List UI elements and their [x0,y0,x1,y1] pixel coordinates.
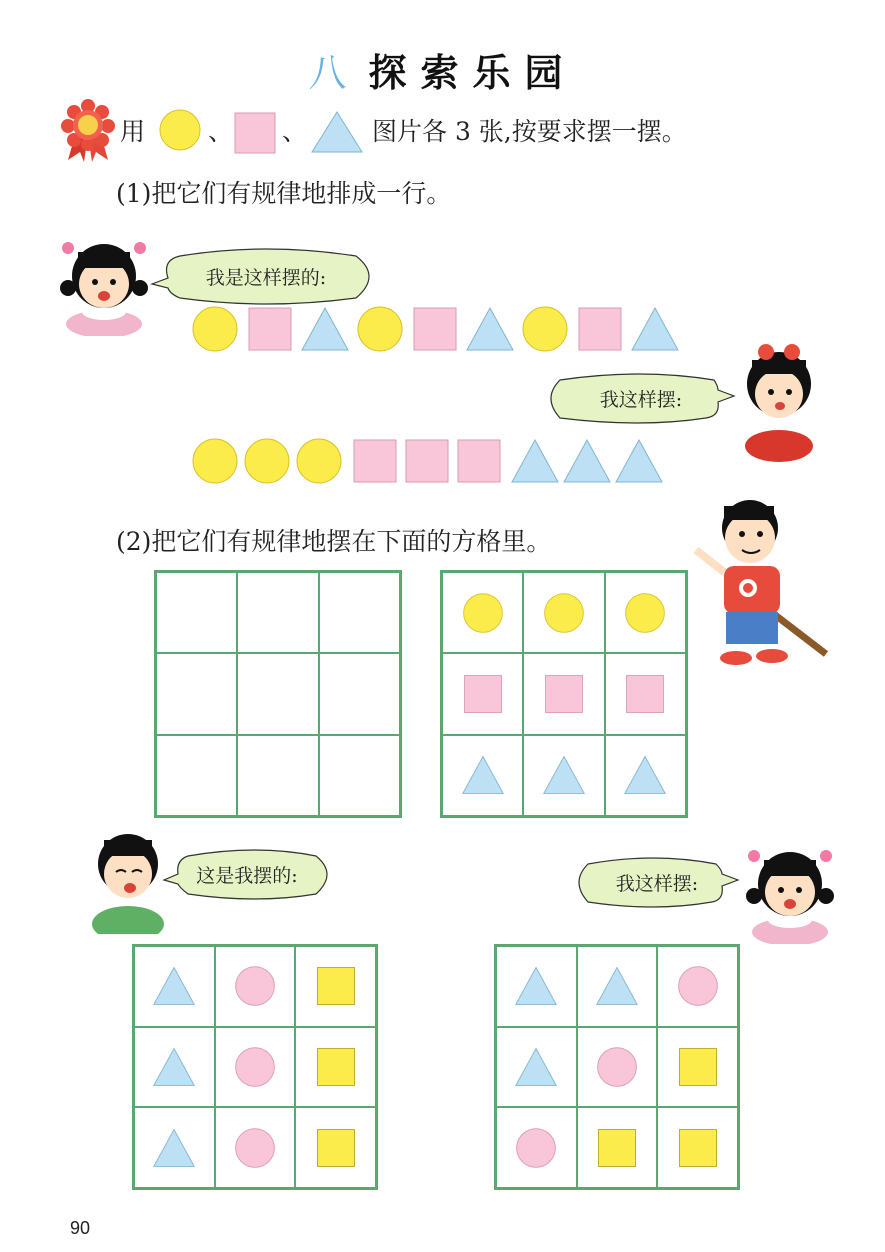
pink-circle-icon [233,1126,277,1170]
blue-triangle-icon [152,1126,196,1170]
blue-triangle-icon [310,110,364,154]
yellow-circle-icon [193,439,237,483]
rosette-icon [60,98,116,168]
blue-triangle-icon [595,964,639,1008]
row-shape [193,439,237,483]
grid-cell [442,572,523,653]
yellow-square-icon [314,1126,358,1170]
intro-suffix: 图片各 3 张,按要求摆一摆。 [372,117,687,146]
yellow-square-icon [676,1126,720,1170]
yellow-circle-icon [358,307,402,351]
shape-row-2 [190,432,690,492]
page-title [0,42,885,97]
blue-triangle-icon [514,964,558,1008]
girl-grid [494,944,740,1190]
boy-grid [132,944,378,1190]
blue-triangle-icon [302,308,348,350]
boy-character [688,488,838,682]
pink-square-icon [406,440,448,482]
row-shape [297,439,341,483]
yellow-circle-icon [158,108,202,152]
grid-cell [442,735,523,816]
girl-character-2 [734,338,824,467]
speech-bubble-girl-1 [150,248,382,306]
grid-cell [657,1107,738,1188]
row-shape [579,308,621,350]
row-shape [193,307,237,351]
grid-cell [134,1027,215,1108]
row-shape [467,308,513,350]
blue-triangle-icon [514,1045,558,1089]
pink-square-icon [234,112,276,154]
grid-cell [523,653,604,734]
blue-triangle-icon [542,753,586,797]
row-shape [564,440,610,482]
grid-cell [605,653,686,734]
pink-square-icon [249,308,291,350]
pink-circle-icon [676,964,720,1008]
grid-cell [605,735,686,816]
yellow-square-icon [314,964,358,1008]
task-2-text: (2)把它们有规律地摆在下面的方格里。 [116,527,552,556]
task-1-text: (1)把它们有规律地排成一行。 [116,179,452,208]
intro-prefix: 用 [120,117,146,146]
intro-separator: 、 [282,117,308,146]
blue-triangle-icon [564,440,610,482]
pink-square-icon [458,440,500,482]
blue-triangle-icon [152,1045,196,1089]
row-shape [458,440,500,482]
yellow-circle-icon [297,439,341,483]
blue-triangle-icon [623,753,667,797]
pink-square-icon [579,308,621,350]
grid-cell [134,1107,215,1188]
pink-square-icon [414,308,456,350]
yellow-circle-icon [523,307,567,351]
grid-cell [577,946,658,1027]
pink-square-icon [461,672,505,716]
grid-cell [295,1027,376,1108]
yellow-circle-icon [461,591,505,635]
girl-character-3 [740,834,840,948]
grid-cell [442,653,523,734]
row-shape [406,440,448,482]
boy-character-2 [88,824,168,938]
grid-cell [496,1107,577,1188]
grid-cell[interactable] [156,572,237,653]
chapter-number: 八 [308,51,347,95]
row-shape [245,439,289,483]
blue-triangle-icon [616,440,662,482]
speech-text: 我是这样摆的: [205,267,327,289]
grid-cell[interactable] [237,735,318,816]
grid-cell [577,1027,658,1108]
grid-cell [215,1107,296,1188]
yellow-square-icon [676,1045,720,1089]
grid-cell [215,1027,296,1108]
grid-cell [657,1027,738,1108]
pink-circle-icon [514,1126,558,1170]
blue-triangle-icon [632,308,678,350]
pink-square-icon [623,672,667,716]
row-shape [354,440,396,482]
pink-circle-icon [595,1045,639,1089]
chapter-title: 探索乐园 [368,51,577,95]
grid-cell [605,572,686,653]
page-number: 90 [70,1218,91,1238]
example-grid [440,570,688,818]
grid-cell [295,946,376,1027]
shape-row-1 [190,300,690,360]
grid-cell [215,946,296,1027]
row-shape [414,308,456,350]
yellow-circle-icon [542,591,586,635]
grid-cell [496,1027,577,1108]
grid-cell [523,735,604,816]
grid-cell[interactable] [237,653,318,734]
row-shape [358,307,402,351]
grid-cell[interactable] [237,572,318,653]
yellow-square-icon [314,1045,358,1089]
blue-triangle-icon [512,440,558,482]
grid-cell [657,946,738,1027]
pink-square-icon [542,672,586,716]
grid-cell[interactable] [319,653,400,734]
yellow-square-icon [595,1126,639,1170]
intro-separator: 、 [208,117,234,146]
speech-text: 我这样摆: [599,389,683,411]
speech-bubble-girl-3 [574,856,740,908]
pink-circle-icon [233,964,277,1008]
row-shape [616,440,662,482]
pink-square-icon [354,440,396,482]
blue-triangle-icon [467,308,513,350]
speech-bubble-girl-2 [546,372,736,424]
yellow-circle-icon [193,307,237,351]
grid-cell [496,946,577,1027]
row-shape [249,308,291,350]
grid-cell [523,572,604,653]
speech-text: 这是我摆的: [196,865,298,887]
grid-cell [295,1107,376,1188]
grid-cell[interactable] [319,572,400,653]
speech-bubble-boy [162,848,332,900]
yellow-circle-icon [623,591,667,635]
speech-text: 我这样摆: [615,873,699,895]
yellow-circle-icon [245,439,289,483]
row-shape [302,308,348,350]
row-shape [523,307,567,351]
pink-circle-icon [233,1045,277,1089]
row-shape [632,308,678,350]
grid-cell[interactable] [156,735,237,816]
row-shape [512,440,558,482]
blue-triangle-icon [152,964,196,1008]
grid-cell [577,1107,658,1188]
blue-triangle-icon [461,753,505,797]
girl-character [54,226,154,340]
grid-cell[interactable] [156,653,237,734]
grid-cell [134,946,215,1027]
grid-cell[interactable] [319,735,400,816]
empty-grid[interactable] [154,570,402,818]
